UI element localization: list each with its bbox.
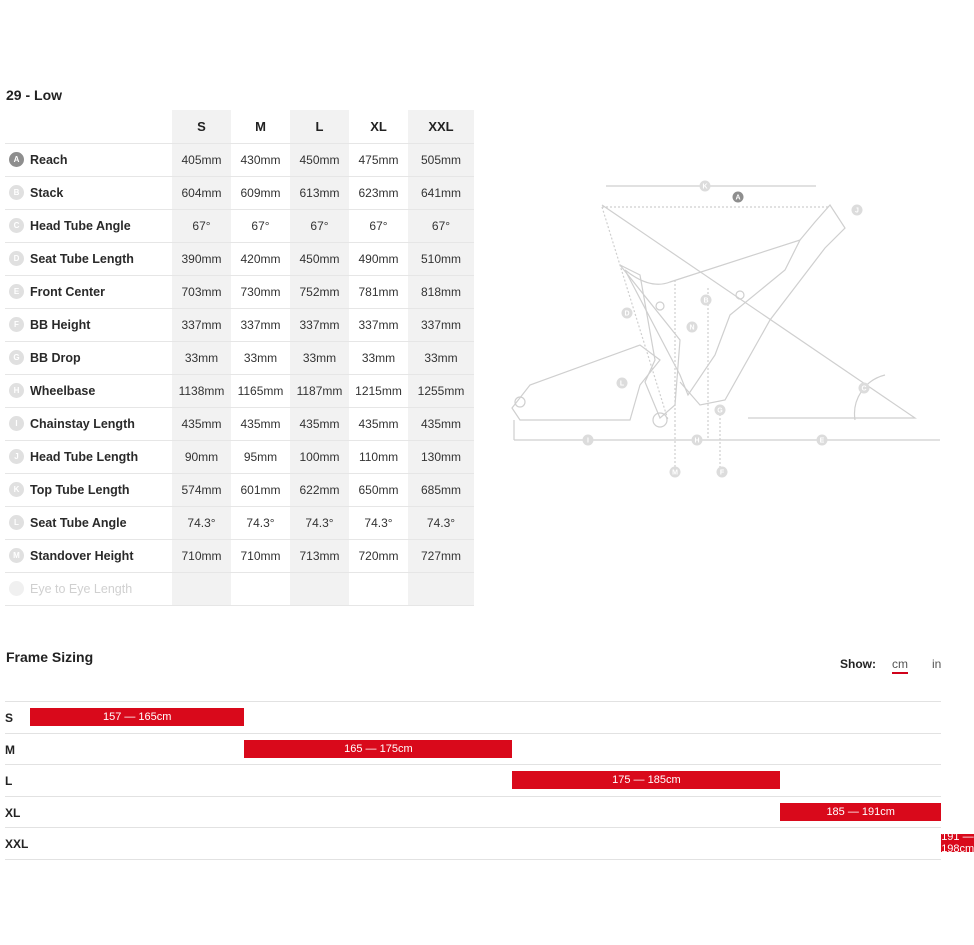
measurement-label: Front Center (30, 284, 105, 299)
value-cell: 95mm (231, 440, 290, 473)
value-cell: 601mm (231, 473, 290, 506)
diagram-marker-label: A (735, 194, 741, 202)
value-cell: 74.3° (408, 506, 474, 539)
diagram-marker-label: K (702, 183, 708, 191)
value-cell: 337mm (172, 308, 231, 341)
row-label-cell (5, 341, 172, 374)
table-header-row (5, 110, 474, 143)
measurement-label: Head Tube Angle (30, 218, 131, 233)
header-size-xl: XL (349, 110, 408, 143)
row-label-cell (5, 275, 172, 308)
value-cell: 435mm (172, 407, 231, 440)
sizing-size-label: XXL (5, 837, 29, 851)
chainstay-outline (512, 345, 660, 420)
value-cell: 435mm (349, 407, 408, 440)
value-cell: 430mm (231, 143, 290, 176)
value-cell (408, 572, 474, 605)
value-cell: 604mm (172, 176, 231, 209)
value-cell: 67° (231, 209, 290, 242)
row-label-cell (5, 539, 172, 572)
table-row (5, 242, 474, 275)
measurement-letter-badge: C (9, 218, 24, 233)
value-cell: 1138mm (172, 374, 231, 407)
table-row (5, 176, 474, 209)
unit-cm-link[interactable]: cm (892, 657, 908, 674)
measurement-letter-badge: A (9, 152, 24, 167)
value-cell: 90mm (172, 440, 231, 473)
measurement-letter-badge: J (9, 449, 24, 464)
value-cell: 1165mm (231, 374, 290, 407)
value-cell: 710mm (172, 539, 231, 572)
value-cell: 622mm (290, 473, 349, 506)
row-label-cell (5, 308, 172, 341)
geometry-title: 29 - Low (6, 87, 63, 103)
table-row (5, 407, 474, 440)
value-cell: 74.3° (290, 506, 349, 539)
row-label-cell (5, 506, 172, 539)
frame-sizing-title: Frame Sizing (6, 649, 94, 665)
value-cell: 420mm (231, 242, 290, 275)
measurement-letter-badge: D (9, 251, 24, 266)
value-cell: 727mm (408, 539, 474, 572)
table-row (5, 473, 474, 506)
value-cell: 510mm (408, 242, 474, 275)
value-cell: 710mm (231, 539, 290, 572)
sizing-size-label: S (5, 711, 14, 725)
value-cell (290, 572, 349, 605)
table-row (5, 209, 474, 242)
sizing-row (5, 733, 941, 765)
value-cell: 74.3° (231, 506, 290, 539)
measurement-letter-badge (9, 581, 24, 596)
height-range-bar: 185 — 191cm (780, 803, 941, 821)
value-cell: 703mm (172, 275, 231, 308)
pivot-1 (656, 302, 664, 310)
sizing-row (5, 701, 941, 733)
value-cell: 752mm (290, 275, 349, 308)
measurement-label: Head Tube Length (30, 449, 139, 464)
value-cell: 405mm (172, 143, 231, 176)
value-cell: 74.3° (349, 506, 408, 539)
value-cell: 390mm (172, 242, 231, 275)
bottom-bracket (653, 413, 667, 427)
height-range-bar: 191 — 198cm (941, 831, 974, 855)
measurement-letter-badge: M (9, 548, 24, 563)
frame-geometry-diagram (500, 170, 945, 490)
value-cell: 337mm (408, 308, 474, 341)
sizing-row (5, 764, 941, 796)
value-cell: 337mm (349, 308, 408, 341)
row-label-cell (5, 209, 172, 242)
unit-toggle (840, 657, 941, 674)
measurement-letter-badge: F (9, 317, 24, 332)
measurement-letter-badge: K (9, 482, 24, 497)
value-cell: 74.3° (172, 506, 231, 539)
value-cell (349, 572, 408, 605)
measurement-label: Top Tube Length (30, 482, 130, 497)
value-cell: 1215mm (349, 374, 408, 407)
diagram-marker-label: L (619, 380, 625, 388)
value-cell: 505mm (408, 143, 474, 176)
measurement-label: Stack (30, 185, 64, 200)
diagram-marker-label: H (694, 437, 700, 445)
value-cell: 818mm (408, 275, 474, 308)
value-cell (231, 572, 290, 605)
value-cell: 337mm (231, 308, 290, 341)
measurement-label: BB Drop (30, 350, 81, 365)
value-cell: 67° (408, 209, 474, 242)
value-cell: 67° (349, 209, 408, 242)
value-cell: 613mm (290, 176, 349, 209)
value-cell: 623mm (349, 176, 408, 209)
head-angle-arc (855, 375, 885, 420)
measurement-label: BB Height (30, 317, 91, 332)
measurement-letter-badge: H (9, 383, 24, 398)
value-cell: 435mm (408, 407, 474, 440)
measurement-letter-badge: B (9, 185, 24, 200)
table-row (5, 374, 474, 407)
value-cell: 490mm (349, 242, 408, 275)
value-cell: 685mm (408, 473, 474, 506)
value-cell: 720mm (349, 539, 408, 572)
value-cell: 450mm (290, 143, 349, 176)
row-label-cell (5, 176, 172, 209)
header-size-m: M (231, 110, 290, 143)
sizing-size-label: XL (5, 806, 21, 820)
value-cell: 713mm (290, 539, 349, 572)
height-range-bar: 175 — 185cm (512, 771, 780, 789)
height-range-bar: 157 — 165cm (30, 708, 244, 726)
value-cell: 33mm (231, 341, 290, 374)
show-label: Show: (840, 657, 876, 671)
value-cell: 130mm (408, 440, 474, 473)
value-cell: 33mm (172, 341, 231, 374)
value-cell: 650mm (349, 473, 408, 506)
measurement-letter-badge: E (9, 284, 24, 299)
row-label-cell (5, 242, 172, 275)
value-cell: 435mm (231, 407, 290, 440)
value-cell: 730mm (231, 275, 290, 308)
diagram-marker-label: M (672, 469, 678, 477)
value-cell: 641mm (408, 176, 474, 209)
measurement-label: Seat Tube Angle (30, 515, 127, 530)
measurement-letter-badge: L (9, 515, 24, 530)
row-label-cell (5, 473, 172, 506)
value-cell: 781mm (349, 275, 408, 308)
value-cell: 435mm (290, 407, 349, 440)
value-cell: 574mm (172, 473, 231, 506)
measurement-label: Eye to Eye Length (30, 581, 133, 596)
value-cell: 337mm (290, 308, 349, 341)
sizing-size-label: L (5, 774, 13, 788)
table-row (5, 572, 474, 605)
table-row (5, 341, 474, 374)
diagram-marker-label: C (861, 385, 867, 393)
value-cell: 100mm (290, 440, 349, 473)
sizing-row (5, 827, 974, 860)
measurement-letter-badge: I (9, 416, 24, 431)
value-cell: 67° (290, 209, 349, 242)
row-label-cell (5, 440, 172, 473)
diagram-marker-label: J (855, 207, 859, 215)
value-cell (172, 572, 231, 605)
header-size-l: L (290, 110, 349, 143)
row-label-cell (5, 374, 172, 407)
diagram-marker-label: F (719, 469, 725, 477)
unit-in-link[interactable]: in (932, 657, 942, 671)
value-cell: 33mm (290, 341, 349, 374)
diagram-marker-label: E (819, 437, 825, 445)
measurement-label: Chainstay Length (30, 416, 135, 431)
table-row (5, 275, 474, 308)
row-label-cell (5, 407, 172, 440)
sizing-row (5, 796, 941, 828)
row-label-cell (5, 143, 172, 176)
value-cell: 1255mm (408, 374, 474, 407)
height-range-bar: 165 — 175cm (244, 740, 512, 758)
table-row (5, 143, 474, 176)
header-size-s: S (172, 110, 231, 143)
measurement-label: Standover Height (30, 548, 134, 563)
header-blank (5, 110, 172, 143)
measurement-letter-badge: G (9, 350, 24, 365)
table-row (5, 308, 474, 341)
table-row (5, 506, 474, 539)
value-cell: 1187mm (290, 374, 349, 407)
diagram-marker-label: G (717, 407, 723, 415)
measurement-label: Reach (30, 152, 68, 167)
diagram-marker-label: D (624, 310, 630, 318)
diagram-marker-label: N (689, 324, 695, 332)
sizing-size-label: M (5, 743, 15, 757)
value-cell: 33mm (349, 341, 408, 374)
measurement-label: Seat Tube Length (30, 251, 134, 266)
row-label-cell (5, 572, 172, 605)
value-cell: 450mm (290, 242, 349, 275)
pivot-2 (736, 291, 744, 299)
diagram-marker-label: I (587, 437, 589, 445)
value-cell: 475mm (349, 143, 408, 176)
seat-tube-outline (620, 265, 680, 418)
value-cell: 110mm (349, 440, 408, 473)
measurement-label: Wheelbase (30, 383, 96, 398)
value-cell: 609mm (231, 176, 290, 209)
diagram-marker-label: B (703, 297, 709, 305)
geometry-table (5, 110, 474, 606)
table-row (5, 440, 474, 473)
value-cell: 67° (172, 209, 231, 242)
value-cell: 33mm (408, 341, 474, 374)
table-row (5, 539, 474, 572)
header-size-xxl: XXL (408, 110, 474, 143)
